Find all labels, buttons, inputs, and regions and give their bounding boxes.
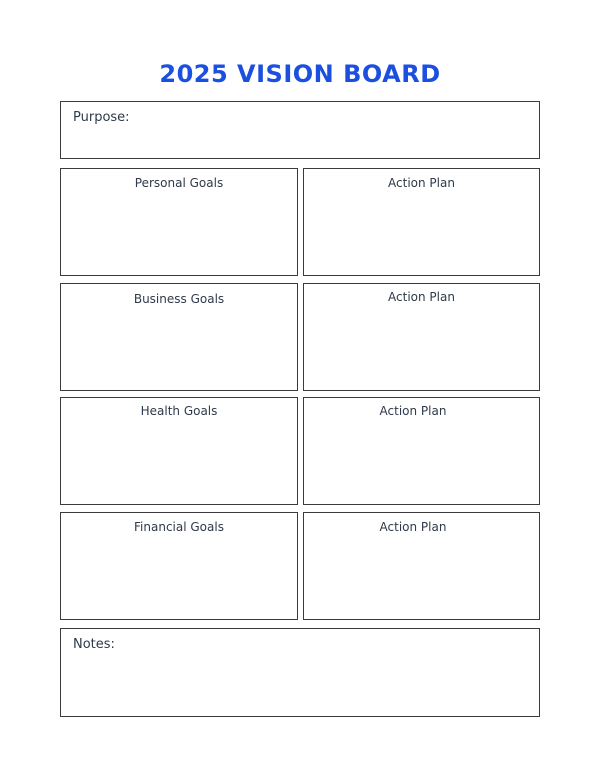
purpose-box[interactable]: [60, 101, 540, 159]
notes-box[interactable]: [60, 628, 540, 717]
financial-goals-label: Financial Goals: [134, 520, 224, 534]
financial-action-plan-box[interactable]: [303, 512, 540, 620]
health-action-plan-label: Action Plan: [379, 404, 447, 418]
business-action-plan-box[interactable]: [303, 283, 540, 391]
page-title: 2025 VISION BOARD: [159, 60, 441, 88]
financial-action-plan-label: Action Plan: [379, 520, 447, 534]
purpose-label: Purpose:: [73, 110, 130, 125]
personal-goals-box[interactable]: [60, 168, 298, 276]
personal-goals-label: Personal Goals: [134, 176, 224, 190]
health-goals-label: Health Goals: [140, 404, 218, 418]
business-action-plan-label: Action Plan: [388, 290, 455, 304]
personal-action-plan-box[interactable]: [303, 168, 540, 276]
health-goals-box[interactable]: [60, 397, 298, 505]
personal-action-plan-label: Action Plan: [388, 176, 455, 190]
business-goals-box[interactable]: [60, 283, 298, 391]
financial-goals-box[interactable]: [60, 512, 298, 620]
health-action-plan-box[interactable]: [303, 397, 540, 505]
business-goals-label: Business Goals: [133, 292, 225, 306]
notes-label: Notes:: [73, 637, 115, 652]
